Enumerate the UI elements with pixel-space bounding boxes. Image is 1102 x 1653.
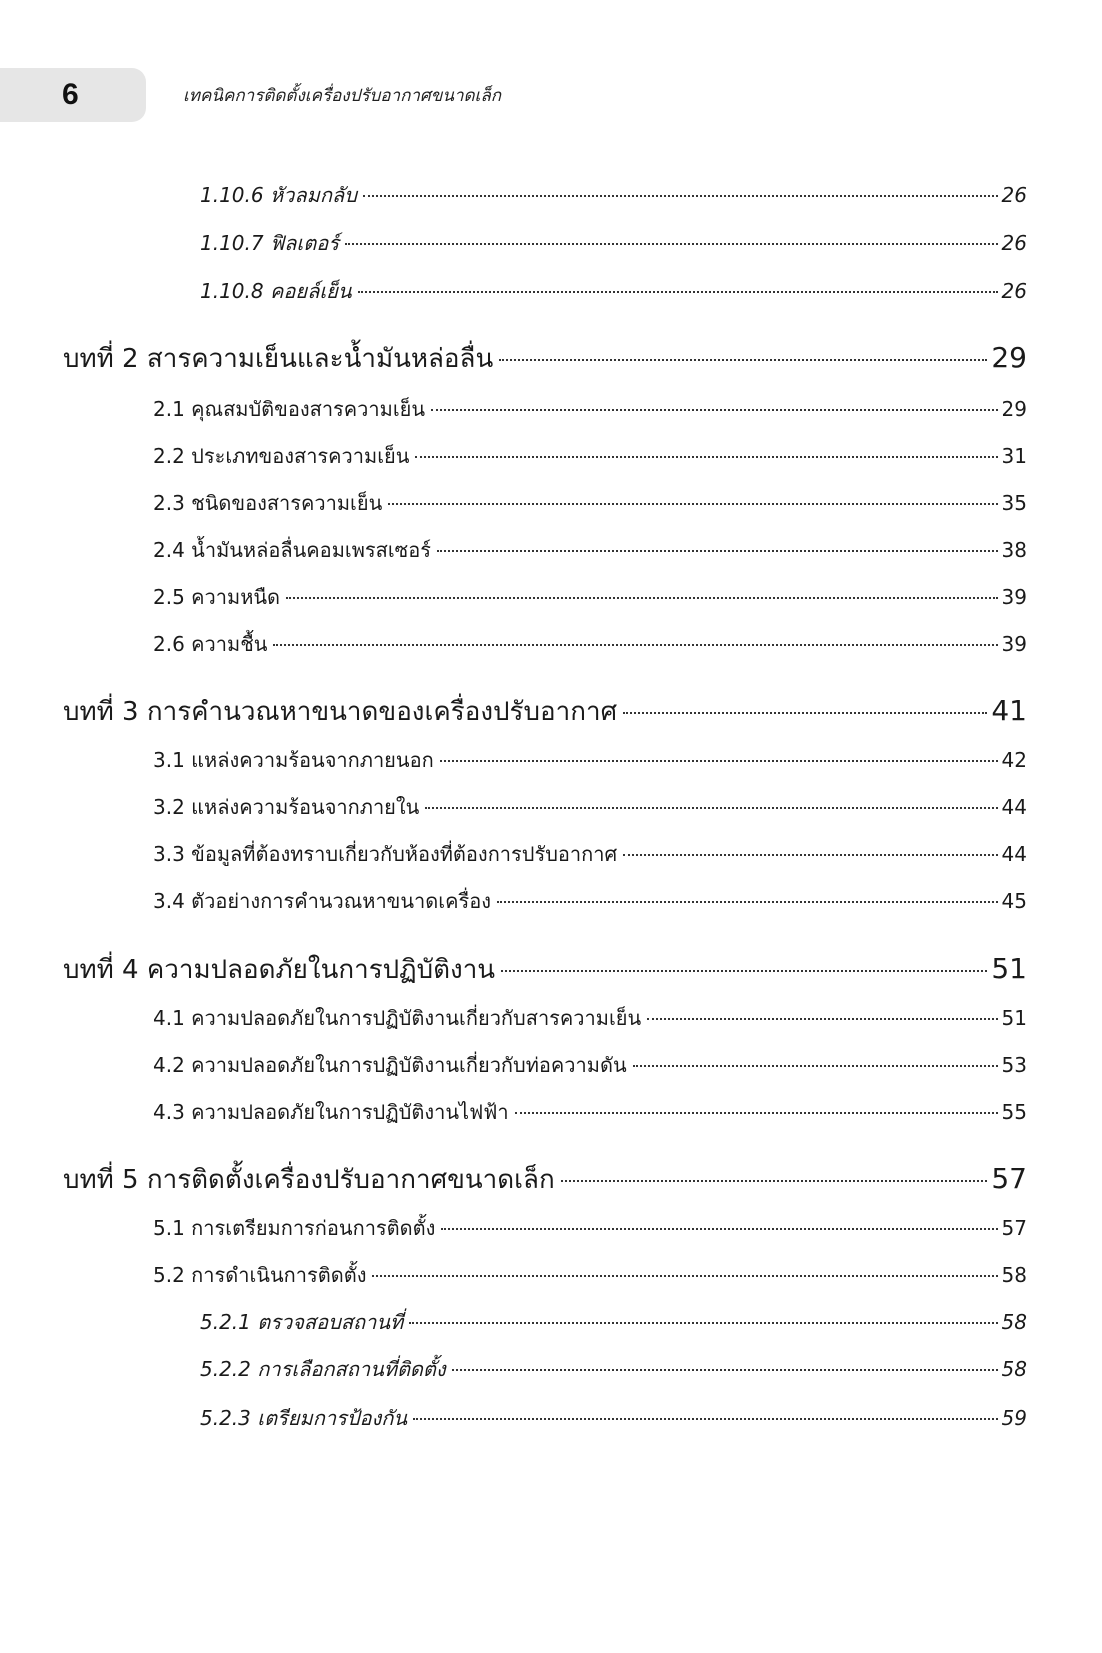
toc-entry-page: 44 — [1001, 795, 1027, 819]
toc-entry-3-4[interactable] — [153, 886, 1027, 916]
dot-leader — [501, 970, 987, 972]
toc-entry-page: 53 — [1001, 1053, 1027, 1077]
dot-leader — [623, 712, 987, 714]
dot-leader — [441, 1228, 997, 1230]
toc-entry-page: 51 — [1001, 1006, 1027, 1030]
toc-entry-label: 4.3 ความปลอดภัยในการปฏิบัติงานไฟฟ้า — [153, 1100, 509, 1124]
toc-entry-page: 39 — [1001, 632, 1027, 656]
dot-leader — [273, 644, 997, 646]
toc-entry-label: 5.2 การดำเนินการติดตั้ง — [153, 1263, 367, 1287]
toc-entry-label: 2.4 น้ำมันหล่อลื่นคอมเพรสเซอร์ — [153, 538, 432, 562]
dot-leader — [358, 291, 998, 293]
dot-leader — [437, 550, 998, 552]
toc-entry-page: 58 — [1001, 1263, 1027, 1287]
toc-entry-2-2[interactable] — [153, 441, 1027, 471]
toc-entry-page: 31 — [1001, 444, 1027, 468]
toc-entry-label: 2.1 คุณสมบัติของสารความเย็น — [153, 397, 426, 421]
toc-entry-label: 5.1 การเตรียมการก่อนการติดตั้ง — [153, 1216, 436, 1240]
toc-entry-label: 2.3 ชนิดของสารความเย็น — [153, 491, 383, 515]
dot-leader — [372, 1275, 997, 1277]
dot-leader — [413, 1418, 997, 1420]
toc-entry-2-4[interactable] — [153, 535, 1027, 565]
dot-leader — [633, 1065, 998, 1067]
dot-leader — [440, 760, 998, 762]
toc-chapter-3[interactable] — [63, 693, 1027, 730]
toc-entry-3-2[interactable] — [153, 792, 1027, 822]
toc-entry-page: 39 — [1001, 585, 1027, 609]
toc-entry-1-10-8[interactable] — [200, 276, 1027, 306]
dot-leader — [623, 854, 997, 856]
dot-leader — [415, 456, 997, 458]
toc-entry-label: 1.10.8 คอยล์เย็น — [200, 279, 352, 303]
toc-entry-5-2[interactable] — [153, 1260, 1027, 1290]
toc-entry-label: 4.1 ความปลอดภัยในการปฏิบัติงานเกี่ยวกับสารความเย็น — [153, 1006, 642, 1030]
toc-chapter-4[interactable] — [63, 951, 1027, 988]
dot-leader — [647, 1018, 997, 1020]
toc-entry-5-2-3[interactable] — [200, 1403, 1027, 1433]
toc-entry-page: 26 — [1001, 231, 1027, 255]
toc-chapter-2[interactable] — [63, 340, 1027, 377]
toc-entry-1-10-7[interactable] — [200, 228, 1027, 258]
toc-entry-label: 4.2 ความปลอดภัยในการปฏิบัติงานเกี่ยวกับท่อความดัน — [153, 1053, 627, 1077]
toc-chapter-page: 51 — [991, 952, 1027, 985]
toc-entry-label: 3.3 ข้อมูลที่ต้องทราบเกี่ยวกับห้องที่ต้องการปรับอากาศ — [153, 842, 618, 866]
toc-entry-label: 2.5 ความหนืด — [153, 585, 281, 609]
toc-entry-label: 2.6 ความชื้น — [153, 632, 268, 656]
toc-entry-page: 35 — [1001, 491, 1027, 515]
toc-entry-page: 29 — [1001, 397, 1027, 421]
dot-leader — [497, 901, 998, 903]
toc-entry-page: 59 — [1001, 1406, 1027, 1430]
toc-entry-label: 5.2.2 การเลือกสถานที่ติดตั้ง — [200, 1357, 446, 1381]
page-number: 6 — [62, 78, 79, 111]
toc-chapter-label: บทที่ 2 สารความเย็นและน้ำมันหล่อลื่น — [63, 344, 494, 374]
dot-leader — [425, 807, 997, 809]
toc-chapter-page: 29 — [991, 341, 1027, 374]
toc-entry-page: 45 — [1001, 889, 1027, 913]
toc-chapter-label: บทที่ 4 ความปลอดภัยในการปฏิบัติงาน — [63, 955, 496, 985]
toc-entry-page: 38 — [1001, 538, 1027, 562]
dot-leader — [561, 1180, 988, 1182]
toc-entry-2-1[interactable] — [153, 394, 1027, 424]
toc-entry-page: 58 — [1001, 1310, 1027, 1334]
toc-entry-5-2-2[interactable] — [200, 1354, 1027, 1384]
toc-chapter-page: 57 — [991, 1162, 1027, 1195]
dot-leader — [431, 409, 997, 411]
dot-leader — [286, 597, 998, 599]
toc-entry-2-3[interactable] — [153, 488, 1027, 518]
toc-entry-page: 58 — [1001, 1357, 1027, 1381]
toc-entry-label: 5.2.1 ตรวจสอบสถานที่ — [200, 1310, 404, 1334]
toc-entry-3-3[interactable] — [153, 839, 1027, 869]
toc-entry-label: 3.4 ตัวอย่างการคำนวณหาขนาดเครื่อง — [153, 889, 491, 913]
dot-leader — [345, 243, 998, 245]
dot-leader — [409, 1322, 997, 1324]
toc-entry-page: 26 — [1001, 279, 1027, 303]
toc-entry-page: 57 — [1001, 1216, 1027, 1240]
toc-entry-label: 2.2 ประเภทของสารความเย็น — [153, 444, 410, 468]
toc-entry-4-1[interactable] — [153, 1003, 1027, 1033]
toc-entry-2-6[interactable] — [153, 629, 1027, 659]
toc-entry-page: 42 — [1001, 748, 1027, 772]
toc-entry-label: 3.2 แหล่งความร้อนจากภายใน — [153, 795, 420, 819]
toc-entry-4-3[interactable] — [153, 1097, 1027, 1127]
toc-entry-3-1[interactable] — [153, 745, 1027, 775]
toc-entry-5-2-1[interactable] — [200, 1307, 1027, 1337]
dot-leader — [452, 1369, 998, 1371]
toc-entry-page: 55 — [1001, 1100, 1027, 1124]
running-title: เทคนิคการติดตั้งเครื่องปรับอากาศขนาดเล็ก — [183, 86, 502, 106]
toc-entry-label: 1.10.6 หัวลมกลับ — [200, 183, 357, 207]
dot-leader — [388, 503, 997, 505]
toc-chapter-label: บทที่ 3 การคำนวณหาขนาดของเครื่องปรับอากาศ — [63, 697, 618, 727]
toc-entry-label: 3.1 แหล่งความร้อนจากภายนอก — [153, 748, 434, 772]
toc-entry-page: 44 — [1001, 842, 1027, 866]
toc-entry-label: 5.2.3 เตรียมการป้องกัน — [200, 1406, 408, 1430]
toc-entry-2-5[interactable] — [153, 582, 1027, 612]
toc-entry-4-2[interactable] — [153, 1050, 1027, 1080]
toc-chapter-page: 41 — [991, 694, 1027, 727]
dot-leader — [363, 195, 998, 197]
toc-entry-5-1[interactable] — [153, 1213, 1027, 1243]
toc-entry-page: 26 — [1001, 183, 1027, 207]
dot-leader — [499, 359, 987, 361]
toc-entry-label: 1.10.7 ฟิลเตอร์ — [200, 231, 339, 255]
dot-leader — [515, 1112, 998, 1114]
toc-chapter-5[interactable] — [63, 1161, 1027, 1198]
toc-entry-1-10-6[interactable] — [200, 180, 1027, 210]
toc-chapter-label: บทที่ 5 การติดตั้งเครื่องปรับอากาศขนาดเล็ก — [63, 1165, 555, 1195]
